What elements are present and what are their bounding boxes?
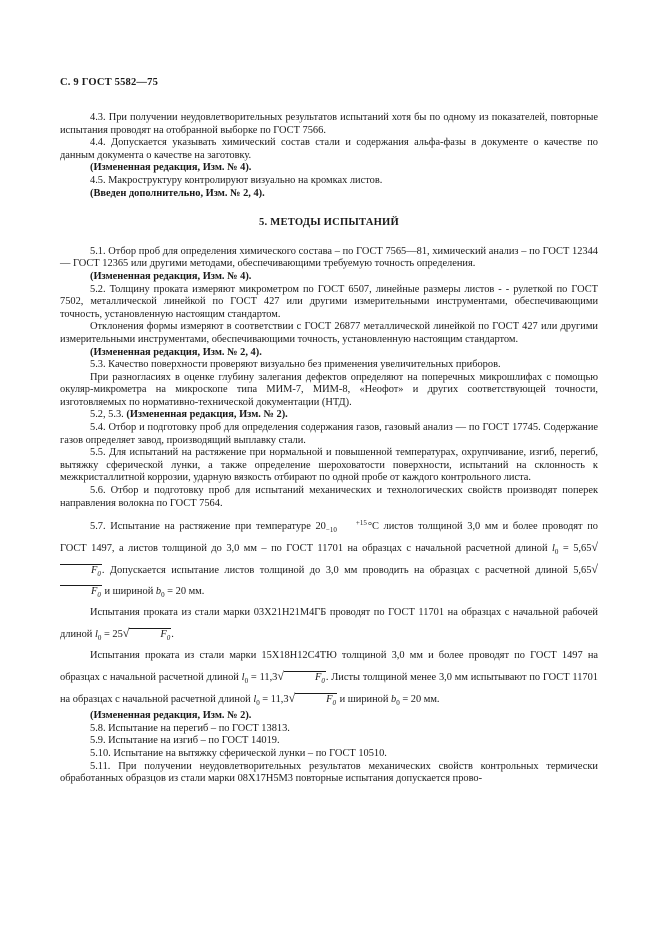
- tolerance-upper: +15: [355, 518, 367, 527]
- paragraph-5-11: 5.11. При получении неудовлетворительных результатов механических свойств контрольных термически обработанных образцов из стали марки 08Х17Н5М3 повторные испытания допускается прово-: [60, 760, 598, 785]
- formula-b: b: [155, 586, 162, 598]
- formula-l: l: [94, 629, 98, 641]
- formula-coefficient: = 25: [101, 629, 123, 641]
- formula-F: F: [314, 672, 322, 684]
- amendment-note: (Измененная редакция, Изм. № 2, 4).: [90, 346, 262, 358]
- formula-coefficient: = 11,3: [259, 694, 289, 706]
- formula-subscript: 0: [396, 699, 400, 708]
- sqrt-icon: √: [591, 540, 598, 555]
- paragraph-5-2: 5.2. Толщину проката измеряют микрометром по ГОСТ 6507, линейные размеры листов - - рулеткой по ГОСТ 7502, металлической линейкой по ГОСТ 427 или другими измерительными инструментами, обеспечивающими точность, установленную настоящим стандартом.: [60, 283, 598, 320]
- paragraph-5-9: 5.9. Испытание на изгиб – по ГОСТ 14019.: [90, 735, 280, 747]
- paragraph-5-7: [60, 516, 598, 602]
- sqrt-icon: √: [288, 691, 296, 706]
- paragraph-5-5: 5.5. Для испытаний на растяжение при нормальной и повышенной температурах, охрупчивание, изгиб, перегиб, вытяжку сферической лунки, а также определение шероховатости поверхности, испытаний на склонность к межкристаллитной коррозии, ударную вязкость отбирают по одной пробе от каждого контрольного листа.: [60, 447, 598, 484]
- sqrt-icon: √: [122, 626, 130, 641]
- note-refs: 5.2, 5.3.: [90, 409, 127, 421]
- paragraph-5-2-form: Отклонения формы измеряют в соответствии с ГОСТ 26877 металлической линейкой по ГОСТ 427 или другими измерительными инструментами, обеспечивающими точность, установленную настоящим стандартом.: [60, 321, 598, 345]
- formula-coefficient: = 5,65: [558, 543, 592, 555]
- formula-subscript: 0: [161, 591, 165, 600]
- paragraph-5-6: 5.6. Отбор и подготовку проб для испытаний механических и технологических свойств производят поперек направления волокна по ГОСТ 7564.: [60, 485, 598, 509]
- paragraph-4-5: 4.5. Макроструктуру контролируют визуально на кромках листов.: [90, 174, 383, 186]
- text-fragment: .: [171, 629, 174, 641]
- amendment-note: (Измененная редакция, Изм. № 2).: [90, 710, 252, 722]
- paragraph-5-3-disputes: При разногласиях в оценке глубину залегания дефектов определяют на поперечных микрошлифах с помощью окуляр-микрометра на микроскопе типа МИМ-7, МИМ-8, «Неофот» и других соответствующей точности, изготовляемых по нормативно-технической документации (НТД).: [60, 371, 598, 408]
- formula-subscript: 0: [244, 677, 249, 686]
- tolerance-lower: −10: [325, 525, 337, 534]
- paragraph-5-10: 5.10. Испытание на вытяжку сферической лунки – по ГОСТ 10510.: [90, 748, 387, 759]
- formula-radicand: [60, 585, 102, 600]
- document-body: [60, 112, 598, 786]
- paragraph-4-3: 4.3. При получении неудовлетворительных результатов испытаний хотя бы по одному из показателей, повторные испытания проводят на отобранной выборке по ГОСТ 7566.: [60, 112, 598, 136]
- paragraph-5-1: 5.1. Отбор проб для определения химического состава – по ГОСТ 7565—81, химический анализ – по ГОСТ 12344 — ГОСТ 12365 или другими методами, обеспечивающими требуемую точность определения.: [60, 245, 598, 270]
- text-fragment: и шириной: [337, 694, 392, 706]
- temperature-value: 20: [315, 521, 326, 533]
- section-title: 5. МЕТОДЫ ИСПЫТАНИЙ: [259, 217, 399, 229]
- amendment-note: (Измененная редакция, Изм. № 4).: [90, 270, 252, 282]
- text-fragment: 5.7. Испытание на растяжение при температуре: [90, 521, 316, 533]
- formula-radicand: [129, 628, 171, 643]
- text-fragment: = 20 мм.: [399, 694, 440, 706]
- temperature-tolerance: [326, 520, 367, 534]
- formula-subscript: 0: [332, 699, 337, 708]
- text-fragment: Испытания проката из стали марки 03Х21Н21М4ГБ проводят по ГОСТ 11701 на образцах с начальной рабочей длиной: [60, 607, 598, 641]
- formula-radicand: [60, 564, 102, 579]
- formula-l: l: [253, 694, 257, 706]
- formula-radicand: [295, 693, 337, 708]
- formula-F: F: [160, 629, 167, 641]
- text-fragment: . Листы толщиной менее 3,0 мм испытывают по ГОСТ 11701 на образцах с начальной расчетной длиной: [60, 672, 598, 706]
- formula-b: b: [391, 694, 397, 706]
- formula-l: l: [552, 543, 555, 555]
- paragraph-5-4: 5.4. Отбор и подготовку проб для определения содержания газов, газовый анализ — по ГОСТ 17745. Содержание газов определяет завод, производящий выплавку стали.: [60, 422, 598, 446]
- text-fragment: = 20 мм.: [164, 586, 205, 598]
- formula-subscript: 0: [321, 677, 325, 686]
- formula-subscript: 0: [554, 548, 559, 557]
- text-fragment: Испытания проката из стали марки 15Х18Н12С4ТЮ толщиной 3,0 мм и более проводят по ГОСТ 1497 на образцах с начальной расчетной длиной: [60, 650, 598, 684]
- formula-F: F: [91, 565, 98, 577]
- paragraph-5-2-5-3-note: [60, 409, 598, 422]
- amendment-note: (Измененная редакция, Изм. № 4).: [90, 162, 252, 174]
- formula-radicand: [284, 671, 326, 686]
- text-fragment: . Допускается испытание листов толщиной до 3,0 мм проводить на образцах с расчетной длиной 5,65: [101, 565, 592, 577]
- formula-subscript: 0: [256, 699, 260, 708]
- formula-subscript: 0: [97, 570, 101, 579]
- amendment-note: (Введен дополнительно, Изм. № 2, 4).: [90, 187, 265, 199]
- page-header: С. 9 ГОСТ 5582—75: [60, 77, 159, 88]
- formula-F: F: [326, 694, 333, 706]
- text-fragment: °С листов толщиной 3,0 мм и более проводят по ГОСТ 1497, а листов толщиной до 3,0 мм – по ГОСТ 11701 на образцах с начальной расчетной длиной: [60, 521, 598, 555]
- paragraph-5-3: 5.3. Качество поверхности проверяют визуально без применения увеличительных приборов.: [90, 359, 501, 371]
- formula-subscript: 0: [166, 634, 171, 643]
- formula-F: F: [91, 586, 98, 598]
- formula-coefficient: = 11,3: [248, 672, 278, 684]
- amendment-note: (Измененная редакция, Изм. № 2).: [126, 409, 288, 421]
- formula-l: l: [241, 672, 245, 684]
- paragraph-5-7-15x18: [60, 645, 598, 710]
- sqrt-icon: √: [277, 669, 284, 684]
- sqrt-icon: √: [591, 562, 598, 577]
- formula-subscript: 0: [97, 634, 102, 643]
- paragraph-5-8: 5.8. Испытание на перегиб – по ГОСТ 13813.: [90, 722, 290, 734]
- formula-subscript: 0: [97, 591, 101, 600]
- paragraph-4-4: 4.4. Допускается указывать химический состав стали и содержания альфа-фазы в документе о качестве по данным документа о качестве на заготовку.: [60, 137, 598, 161]
- paragraph-5-7-03x21: [60, 602, 598, 645]
- text-fragment: и шириной: [101, 586, 156, 598]
